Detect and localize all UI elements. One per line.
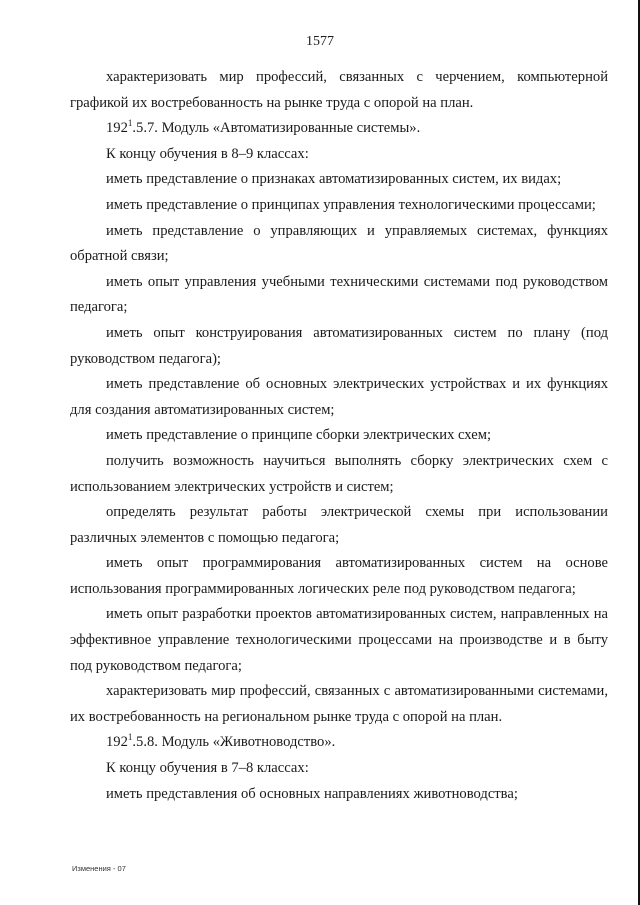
section-heading: $192^1.5.7$. Модуль «Автоматизированные системы». [106, 118, 421, 137]
paragraph: иметь опыт управления учебными техническими системами под руководством педагога; [70, 273, 608, 316]
paragraph: иметь представление о признаках автоматизированных систем, их видах; [106, 171, 562, 188]
page-number: 1577 [306, 34, 334, 49]
paragraph: иметь представление о принципе сборки электрических схем; [106, 427, 491, 444]
page-footer: Изменения - 07 [72, 864, 126, 873]
section-heading: $192^1.5.8$. Модуль «Животноводство». [106, 732, 336, 751]
paragraph: иметь опыт конструирования автоматизированных систем по плану (под руководством педагога); [70, 324, 608, 367]
paragraph: иметь представление об основных электрических устройствах и их функциях для создания автоматизированных систем; [70, 376, 608, 418]
body-text [70, 65, 608, 807]
paragraph: характеризовать мир профессий, связанных с черчением, компьютерной графикой их востребованность на рынке труда с опорой на план. [70, 69, 608, 111]
paragraph: получить возможность научиться выполнять сборку электрических схем с использованием электрических устройств и систем; [70, 452, 608, 495]
paragraph: иметь представления об основных направлениях животноводства; [106, 785, 518, 802]
paragraph: иметь представление о управляющих и управляемых системах, функциях обратной связи; [70, 222, 608, 265]
paragraph: иметь представление о принципах управления технологическими процессами; [106, 196, 596, 213]
paragraph: иметь опыт разработки проектов автоматизированных систем, направленных на эффективное управление технологическими процессами на производстве и в быту под руководством педагога; [70, 606, 608, 674]
paragraph: определять результат работы электрической схемы при использовании различных элементов с помощью педагога; [70, 504, 608, 546]
paragraph: К концу обучения в 8–9 классах: [106, 145, 309, 162]
paragraph: иметь опыт программирования автоматизированных систем на основе использования программированных логических реле под руководством педагога; [70, 555, 608, 597]
paragraph: К концу обучения в 7–8 классах: [106, 760, 309, 777]
paragraph: характеризовать мир профессий, связанных с автоматизированными системами, их востребованность на региональном рынке труда с опорой на план. [70, 683, 608, 725]
